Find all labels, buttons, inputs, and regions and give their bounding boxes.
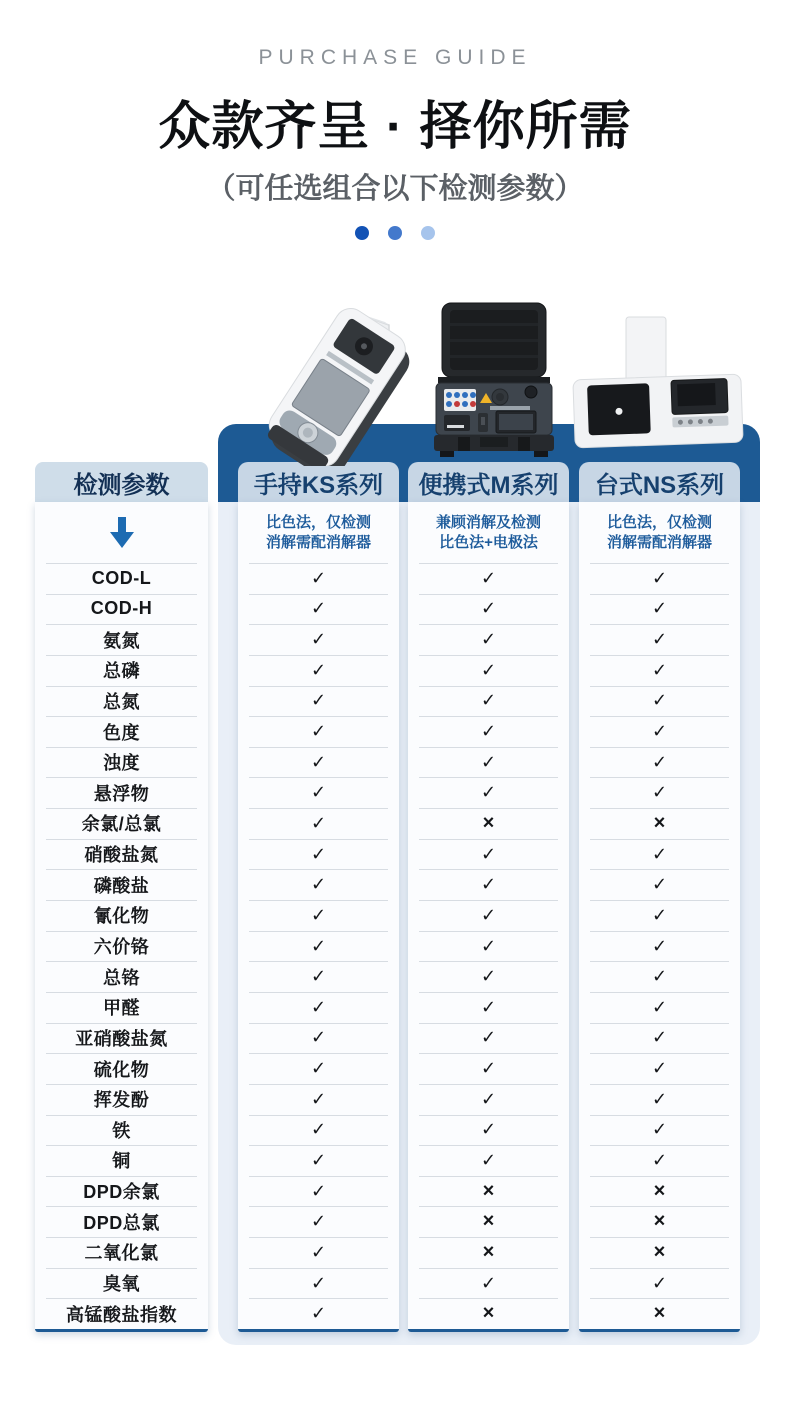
check-mark: ✓ (238, 839, 399, 870)
check-mark: ✓ (579, 931, 740, 962)
param-column (35, 462, 208, 1332)
method-note (408, 502, 569, 563)
check-mark: ✓ (408, 1023, 569, 1054)
check-mark: ✓ (579, 716, 740, 747)
column-portable-m (408, 462, 569, 1332)
check-mark: ✓ (238, 563, 399, 594)
check-mark: ✓ (238, 1237, 399, 1268)
param-row-label: 铜 (35, 1145, 208, 1176)
check-mark: ✓ (579, 1145, 740, 1176)
arrow-cell (35, 502, 208, 563)
check-mark: ✓ (579, 900, 740, 931)
check-mark: ✓ (579, 686, 740, 717)
check-mark: ✓ (579, 1268, 740, 1299)
method-line: 比色法+电极法 (439, 533, 538, 551)
param-column-body (35, 502, 208, 1332)
check-mark: ✓ (408, 716, 569, 747)
check-mark: ✓ (408, 1053, 569, 1084)
check-mark: ✓ (408, 624, 569, 655)
handheld-ks-photo (237, 281, 422, 466)
param-row-label: 臭氧 (35, 1268, 208, 1299)
cross-mark: × (579, 808, 740, 839)
check-mark: ✓ (238, 900, 399, 931)
check-mark: ✓ (579, 1023, 740, 1054)
method-line: 兼顾消解及检测 (435, 513, 541, 531)
check-mark: ✓ (579, 747, 740, 778)
mark-rows (408, 563, 569, 1329)
param-row-label: 色度 (35, 716, 208, 747)
check-mark: ✓ (238, 869, 399, 900)
check-mark: ✓ (408, 869, 569, 900)
param-column-header: 检测参数 (35, 462, 208, 502)
page-title: 众款齐呈 · 择你所需 (158, 98, 632, 156)
cross-mark: × (579, 1237, 740, 1268)
cross-mark: × (408, 808, 569, 839)
check-mark: ✓ (238, 1206, 399, 1237)
param-row-label: 甲醛 (35, 992, 208, 1023)
cross-mark: × (408, 1176, 569, 1207)
param-row-label: 总氮 (35, 686, 208, 717)
check-mark: ✓ (238, 655, 399, 686)
param-row-label: 氰化物 (35, 900, 208, 931)
method-note (579, 502, 740, 563)
column-benchtop-ns-header: 台式NS系列 (579, 462, 740, 502)
method-line: 比色法，仅检测 (606, 513, 712, 531)
check-mark: ✓ (579, 1115, 740, 1146)
param-row-label: DPD余氯 (35, 1176, 208, 1207)
check-mark: ✓ (579, 1053, 740, 1084)
column-benchtop-ns (579, 462, 740, 1332)
param-row-label: 硝酸盐氮 (35, 839, 208, 870)
method-note (238, 502, 399, 563)
check-mark: ✓ (579, 1084, 740, 1115)
param-row-label: 浊度 (35, 747, 208, 778)
check-mark: ✓ (579, 839, 740, 870)
check-mark: ✓ (408, 1084, 569, 1115)
param-row-label: 二氧化氯 (35, 1237, 208, 1268)
check-mark: ✓ (238, 777, 399, 808)
check-mark: ✓ (408, 563, 569, 594)
cross-mark: × (579, 1206, 740, 1237)
param-row-label: 亚硝酸盐氮 (35, 1023, 208, 1054)
check-mark: ✓ (408, 931, 569, 962)
column-handheld-ks-body (238, 502, 399, 1332)
column-benchtop-ns-body (579, 502, 740, 1332)
check-mark: ✓ (579, 624, 740, 655)
check-mark: ✓ (408, 992, 569, 1023)
param-row-label: 硫化物 (35, 1053, 208, 1084)
check-mark: ✓ (238, 1176, 399, 1207)
check-mark: ✓ (579, 777, 740, 808)
check-mark: ✓ (408, 1115, 569, 1146)
check-mark: ✓ (238, 961, 399, 992)
column-handheld-ks (238, 462, 399, 1332)
cross-mark: × (579, 1298, 740, 1329)
check-mark: ✓ (238, 931, 399, 962)
check-mark: ✓ (238, 1115, 399, 1146)
check-mark: ✓ (408, 655, 569, 686)
check-mark: ✓ (579, 594, 740, 625)
check-mark: ✓ (238, 747, 399, 778)
param-row-label: 总铬 (35, 961, 208, 992)
check-mark: ✓ (238, 1053, 399, 1084)
column-portable-m-body (408, 502, 569, 1332)
check-mark: ✓ (238, 992, 399, 1023)
check-mark: ✓ (408, 1145, 569, 1176)
param-row-label: 悬浮物 (35, 777, 208, 808)
check-mark: ✓ (408, 961, 569, 992)
check-mark: ✓ (238, 686, 399, 717)
down-arrow-icon (109, 517, 135, 549)
param-row-label: 余氯/总氯 (35, 808, 208, 839)
check-mark: ✓ (238, 624, 399, 655)
check-mark: ✓ (238, 1298, 399, 1329)
check-mark: ✓ (408, 839, 569, 870)
check-mark: ✓ (238, 808, 399, 839)
param-row-label: COD-L (35, 563, 208, 594)
pagination-dots (0, 226, 790, 240)
check-mark: ✓ (408, 594, 569, 625)
check-mark: ✓ (238, 1023, 399, 1054)
check-mark: ✓ (408, 777, 569, 808)
check-mark: ✓ (238, 716, 399, 747)
check-mark: ✓ (579, 869, 740, 900)
method-line: 比色法，仅检测 (265, 513, 371, 531)
cross-mark: × (408, 1206, 569, 1237)
param-rows (35, 563, 208, 1329)
param-row-label: 氨氮 (35, 624, 208, 655)
check-mark: ✓ (238, 594, 399, 625)
check-mark: ✓ (408, 900, 569, 931)
column-portable-m-header: 便携式M系列 (408, 462, 569, 502)
param-row-label: 磷酸盐 (35, 869, 208, 900)
param-row-label: 挥发酚 (35, 1084, 208, 1115)
check-mark: ✓ (238, 1268, 399, 1299)
param-row-label: DPD总氯 (35, 1206, 208, 1237)
cross-mark: × (579, 1176, 740, 1207)
param-row-label: 六价铬 (35, 931, 208, 962)
benchtop-ns-photo (568, 315, 746, 463)
check-mark: ✓ (408, 686, 569, 717)
eyebrow-text: PURCHASE GUIDE (258, 46, 532, 69)
check-mark: ✓ (579, 961, 740, 992)
dot-icon (388, 226, 402, 240)
column-handheld-ks-header: 手持KS系列 (238, 462, 399, 502)
param-row-label: COD-H (35, 594, 208, 625)
cross-mark: × (408, 1237, 569, 1268)
check-mark: ✓ (579, 992, 740, 1023)
param-row-label: 高锰酸盐指数 (35, 1298, 208, 1329)
check-mark: ✓ (579, 655, 740, 686)
subtitle: （可任选组合以下检测参数） (206, 173, 584, 205)
check-mark: ✓ (238, 1084, 399, 1115)
check-mark: ✓ (408, 747, 569, 778)
check-mark: ✓ (408, 1268, 569, 1299)
mark-rows (579, 563, 740, 1329)
method-line: 消解需配消解器 (265, 533, 371, 551)
method-line: 消解需配消解器 (606, 533, 712, 551)
check-mark: ✓ (238, 1145, 399, 1176)
portable-m-case-photo (428, 299, 560, 459)
param-row-label: 总磷 (35, 655, 208, 686)
mark-rows (238, 563, 399, 1329)
dot-icon (421, 226, 435, 240)
param-row-label: 铁 (35, 1115, 208, 1146)
check-mark: ✓ (579, 563, 740, 594)
dot-icon (355, 226, 369, 240)
cross-mark: × (408, 1298, 569, 1329)
